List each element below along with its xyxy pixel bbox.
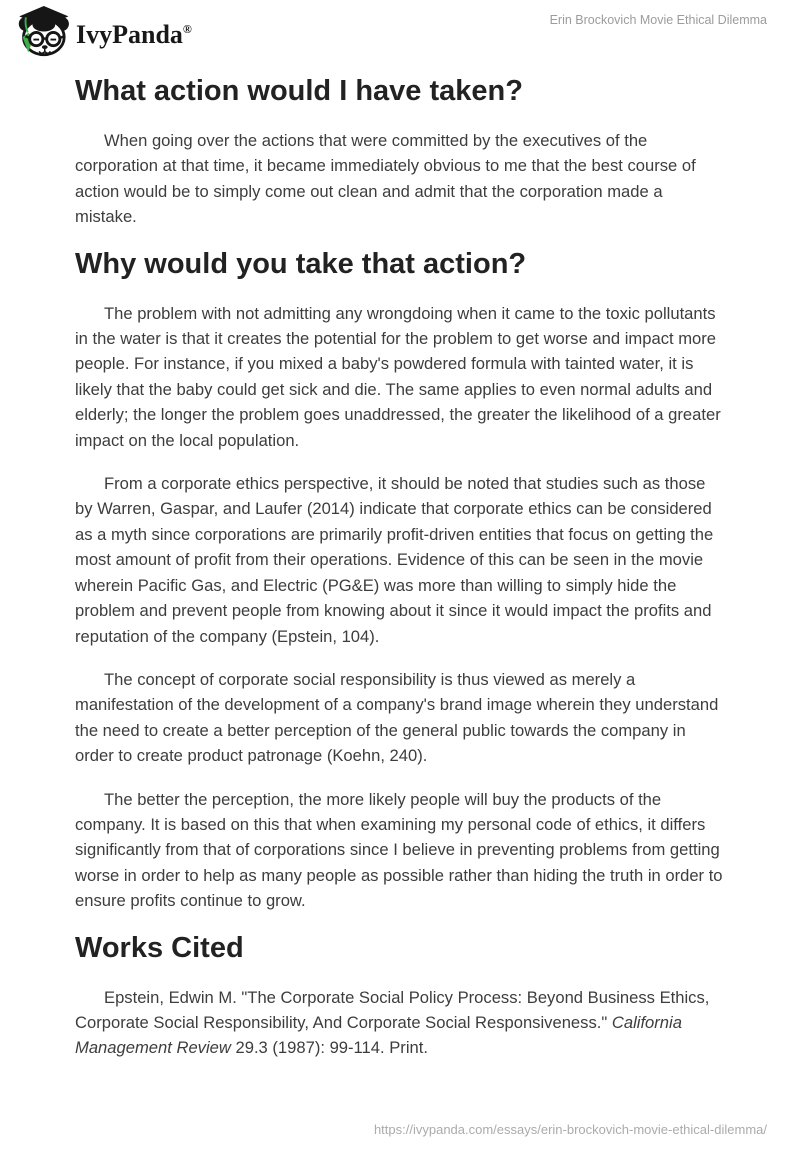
source-url[interactable]: https://ivypanda.com/essays/erin-brockovich-movie-ethical-dilemma/: [373, 1122, 767, 1137]
paragraph: From a corporate ethics perspective, it should be noted that studies such as those by Warren, Gaspar, and Laufer (2014) indicate that corporate ethics can be considered as a myth since corporations are primarily profit-driven entities that focus on getting the most amount of profit from their operations. Evidence of this can be seen in the movie wherein Pacific Gas, and Electric (PG&E) was more than willing to simply hide the problem and prevent people from knowing about it since it would impact the profits and reputation of the company (Epstein, 104).: [75, 474, 714, 646]
paragraph: When going over the actions that were committed by the executives of the corporation at that time, it became immediately obvious to me that the best course of action would be to simply come out clean and admit that the corporation made a mistake.: [75, 131, 696, 227]
works-cited-entry: [75, 985, 723, 1061]
section-heading-what-action: What action would I have taken?: [75, 75, 523, 107]
registered-trademark-symbol: ®: [182, 21, 192, 36]
page-header: [0, 0, 800, 60]
essay-content: [75, 75, 723, 1061]
ivypanda-logo[interactable]: [12, 5, 192, 58]
paragraph: The concept of corporate social responsibility is thus viewed as merely a manifestation of the development of a company's brand image wherein they understand the need to create a better perception of the general public towards the company in order to create product patronage (Koehn, 240).: [75, 669, 719, 766]
citation-journal-title: California Management Review: [75, 1012, 682, 1058]
logo-wordmark: [76, 20, 192, 50]
logo-text: IvyPanda: [76, 19, 183, 49]
panda-graduate-icon: [12, 5, 70, 58]
citation-text: Epstein, Edwin M. "The Corporate Social Policy Process: Beyond Business Ethics, Corporate Social Responsibility, And Corporate Social Responsiveness.": [75, 987, 710, 1032]
document-title: Erin Brockovich Movie Ethical Dilemma: [549, 13, 767, 27]
paragraph: The better the perception, the more likely people will buy the products of the company. It is based on this that when examining my personal code of ethics, it differs significantly from that of corporations since I believe in preventing problems from getting worse in order to help as many people as possible rather than hiding the truth in order to ensure profits continue to grow.: [75, 789, 723, 911]
section-heading-why-action: Why would you take that action?: [75, 247, 527, 280]
section-heading-works-cited: Works Cited: [75, 931, 244, 964]
page-footer: [374, 1122, 767, 1137]
citation-text: 29.3 (1987): 99-114. Print.: [230, 1038, 428, 1058]
paragraph: The problem with not admitting any wrongdoing when it came to the toxic pollutants in the water is that it creates the potential for the problem to get worse and impact more people. For instance, if you mixed a baby's powdered formula with tainted water, it is likely that the baby could get sick and die. The same applies to even normal adults and elderly; the longer the problem goes unaddressed, the greater the likelihood of a greater impact on the local population.: [75, 303, 721, 450]
